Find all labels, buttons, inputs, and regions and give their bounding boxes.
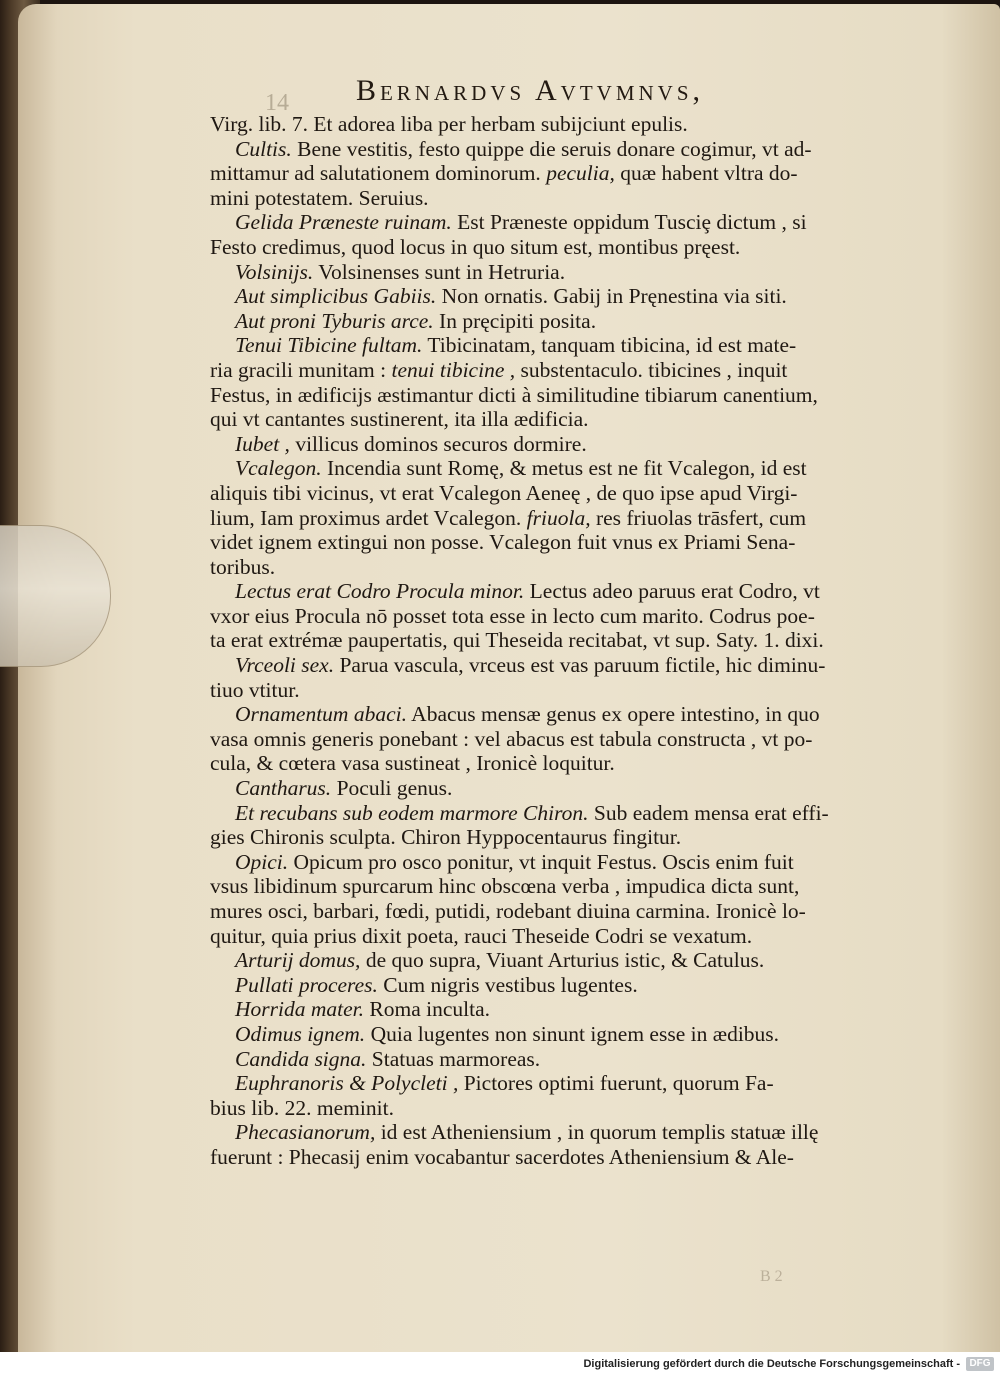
page-number: 14 [265,90,289,116]
text-line [210,973,890,998]
commentary-text: In pręcipiti posita. [433,308,597,333]
lemma-text: Arturij domus, [235,948,361,973]
commentary-text: mini potestatem. Seruius. [210,185,429,210]
commentary-text: Abacus mensæ genus ex opere intestino, in quo [406,702,820,727]
commentary-text: vasa omnis generis ponebant : vel abacus est tabula constructa , vt po- [210,726,813,751]
text-line [210,210,890,235]
lemma-text: Lectus erat Codro Procula minor. [235,579,525,604]
commentary-text: aliquis tibi vicinus, vt erat Vcalegon Aeneę , de quo ipse apud Virgi- [210,480,798,505]
commentary-text: villicus dominos securos dormire. [289,431,587,456]
text-line [210,997,890,1022]
lemma-text: Volsinijs. [235,259,314,284]
commentary-text: bius lib. 22. meminit. [210,1095,394,1120]
text-line [210,924,890,949]
text-line [210,628,890,653]
commentary-text: Tibicinatam, tanquam tibicina, id est mate- [422,333,797,358]
text-line [210,456,890,481]
funding-credit: Digitalisierung gefördert durch die Deutsche Forschungsgemeinschaft - [583,1358,960,1370]
commentary-text: Quia lugentes non sinunt ignem esse in ædibus. [365,1021,780,1046]
body-text [210,112,890,1170]
commentary-text: ria gracili munitam : [210,357,387,382]
lemma-text: Et recubans sub eodem marmore Chiron. [235,800,589,825]
commentary-text: Opicum pro osco ponitur, vt inquit Festus. Oscis enim fuit [288,849,794,874]
text-line [210,555,890,580]
text-line [210,776,890,801]
digitization-footer [0,1352,1000,1377]
text-line [210,604,890,629]
text-line [210,1047,890,1072]
commentary-text: Sub eadem mensa erat effi- [588,800,829,825]
text-line [210,899,890,924]
dfg-logo: DFG [966,1357,994,1371]
text-line [210,260,890,285]
signature-mark: B 2 [760,1268,783,1285]
text-line [210,825,890,850]
commentary-text: Bene vestitis, festo quippe die seruis donare cogimur, vt ad- [291,136,812,161]
commentary-text: tiuo vtitur. [210,677,300,702]
commentary-text: lium, Iam proximus ardet Vcalegon. [210,505,522,530]
lemma-text: Phecasianorum, [235,1120,376,1145]
running-head: Bernardvs Avtvmnvs, [355,74,705,107]
commentary-text: de quo supra, Viuant Arturius istic, & Catulus. [360,948,765,973]
commentary-text: substentaculo. tibicines , inquit [515,357,788,382]
text-line [210,358,890,383]
commentary-text: Virg. lib. 7. Et adorea liba per herbam subijciunt epulis. [210,112,688,136]
lemma-text: Tenui Tibicine fultam. [235,333,423,358]
lemma-text: Aut proni Tyburis arce. [235,308,434,333]
text-line [210,235,890,260]
text-line [210,284,890,309]
text-line [210,751,890,776]
text-line [210,137,890,162]
lemma-text: Gelida Præneste ruinam. [235,210,452,235]
text-line [210,530,890,555]
commentary-text: Est Præneste oppidum Tusciȩ dictum , si [451,210,807,235]
commentary-text: gies Chironis sculpta. Chiron Hyppocentaurus fingitur. [210,825,682,850]
commentary-text: vxor eius Procula nō posset tota esse in lecto cum marito. Codrus poe- [210,603,815,628]
text-line [210,653,890,678]
commentary-text: Lectus adeo paruus erat Codro, vt [524,579,820,604]
text-line [210,801,890,826]
text-line [210,1071,890,1096]
text-line [210,407,890,432]
text-line [210,481,890,506]
lemma-text: Iubet , [235,431,290,456]
lemma-text: Pullati proceres. [235,972,378,997]
commentary-text: Poculi genus. [331,776,453,801]
commentary-text: qui vt cantantes sustinerent, ita illa ædificia. [210,407,589,432]
commentary-text: quitur, quia prius dixit poeta, rauci Theseide Codri se vexatum. [210,923,753,948]
commentary-text: videt ignem extingui non posse. Vcalegon fuit vnus ex Priami Sena- [210,530,796,555]
text-line [210,1120,890,1145]
commentary-text: id est Atheniensium , in quorum templis statuæ illę [375,1120,819,1145]
lemma-text: tenui tibicine , [386,357,516,382]
lemma-text: Vrceoli sex. [235,653,335,678]
commentary-text: Cum nigris vestibus lugentes. [377,972,638,997]
text-line [210,1096,890,1121]
commentary-text: Festus, in ædificijs æstimantur dicti à similitudine tibiarum canentium, [210,382,818,407]
commentary-text: Roma inculta. [364,997,491,1022]
commentary-text: Non ornatis. Gabij in Pręnestina via siti. [436,284,787,309]
text-line [210,161,890,186]
commentary-text: fuerunt : Phecasij enim vocabantur sacerdotes Atheniensium & Ale- [210,1144,794,1169]
lemma-text: Cantharus. [235,776,332,801]
text-line [210,1145,890,1170]
commentary-text: Volsinenses sunt in Hetruria. [313,259,566,284]
lemma-text: friuola, [521,505,591,530]
commentary-text: Parua vascula, vrceus est vas paruum fictile, hic diminu- [334,653,826,678]
commentary-text: mures osci, barbari, fœdi, putidi, rodebant diuina carmina. Ironicè lo- [210,899,806,923]
commentary-text: cula, & cœtera vasa sustineat , Ironicè loquitur. [210,751,615,776]
text-line [210,333,890,358]
lemma-text: Opici. [235,849,289,874]
commentary-text: quæ habent vltra do- [614,161,798,186]
commentary-text: Incendia sunt Romę, & metus est ne fit Vcalegon, id est [321,456,807,481]
text-line [210,309,890,334]
lemma-text: Candida signa. [235,1046,367,1071]
commentary-text: mittamur ad salutationem dominorum. [210,161,541,186]
text-line [210,1022,890,1047]
text-line [210,432,890,457]
lemma-text: Cultis. [235,136,292,161]
commentary-text: Festo credimus, quod locus in quo situm est, montibus pręest. [210,234,741,259]
lemma-text: Ornamentum abaci. [235,702,407,727]
commentary-text: ta erat extrémæ paupertatis, qui Theseida recitabat, vt sup. Saty. 1. dixi. [210,628,824,653]
commentary-text: toribus. [210,554,276,579]
text-line [210,948,890,973]
lemma-text: Vcalegon. [235,456,322,481]
lemma-text: Aut simplicibus Gabiis. [235,284,437,309]
commentary-text: Statuas marmoreas. [366,1046,541,1071]
commentary-text: vsus libidinum spurcarum hinc obscœna verba , impudica dicta sunt, [210,874,800,899]
text-line [210,727,890,752]
text-line [210,186,890,211]
lemma-text: peculia, [540,161,615,186]
text-line [210,112,890,137]
text-line [210,383,890,408]
text-line [210,850,890,875]
lemma-text: Euphranoris & Polycleti , [235,1071,459,1096]
text-line [210,506,890,531]
text-line [210,678,890,703]
commentary-text: res friuolas trāsfert, cum [590,505,807,530]
text-line [210,702,890,727]
text-line [210,579,890,604]
commentary-text: Pictores optimi fuerunt, quorum Fa- [458,1071,774,1096]
lemma-text: Horrida mater. [235,997,365,1022]
lemma-text: Odimus ignem. [235,1021,366,1046]
text-line [210,874,890,899]
